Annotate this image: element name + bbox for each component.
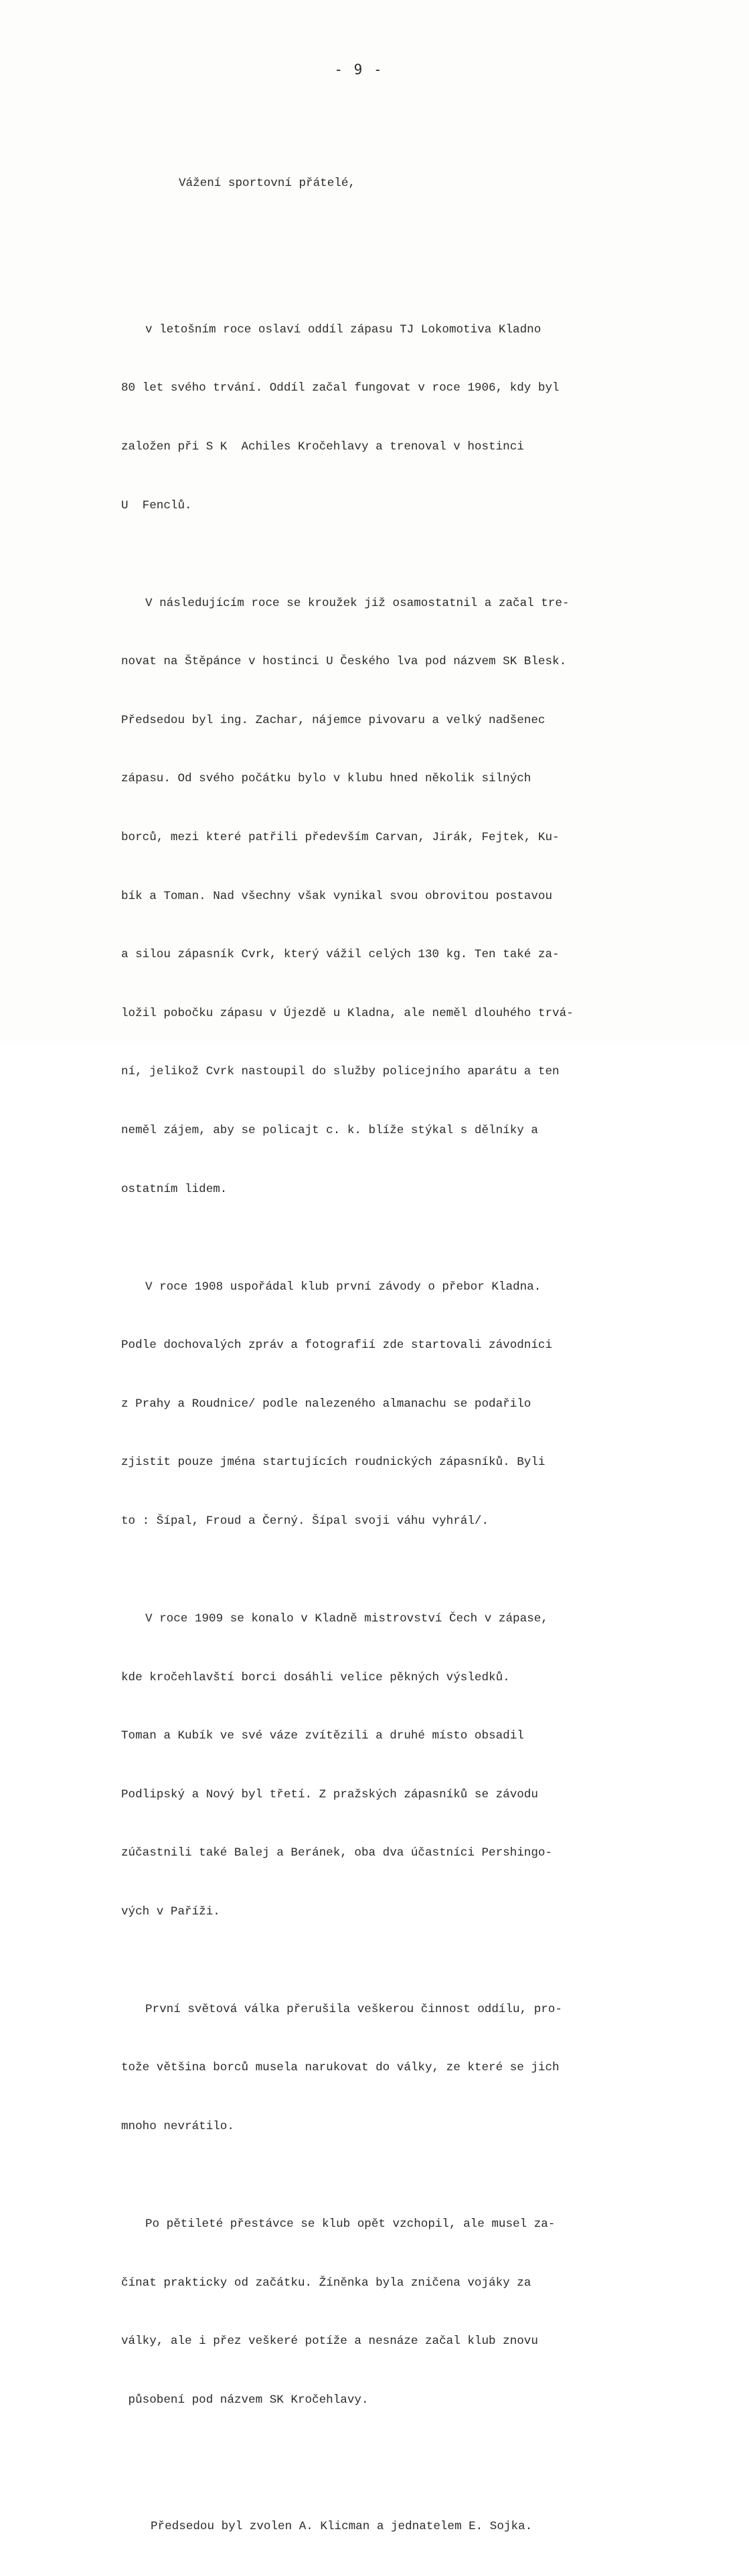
paragraph-line: V následujícím roce se kroužek již osamostatnil a začal tre-: [145, 596, 570, 610]
paragraph-line: zjistit pouze jména startujících roudnických zápasníků. Byli: [121, 1456, 546, 1470]
paragraph-line: založen při S K Achiles Kročehlavy a trenoval v hostinci: [121, 440, 524, 454]
typed-letter: [121, 135, 643, 2576]
paragraph-line: bík a Toman. Nad všechny však vynikal svou obrovitou postavou: [121, 889, 553, 903]
paragraph-line: působení pod názvem SK Kročehlavy.: [121, 2393, 369, 2407]
paragraph-line: Toman a Kubík ve své váze zvítězili a druhé místo obsadil: [121, 1729, 524, 1743]
closing-line: Předsedou byl zvolen A. Klicman a jednatelem E. Sojka.: [151, 2520, 533, 2534]
paragraph-line: neměl zájem, aby se policajt c. k. blíže stýkal s dělníky a: [121, 1123, 538, 1137]
page-number: - 9 -: [334, 62, 384, 78]
paragraph-line: zúčastnili také Balej a Beránek, oba dva účastníci Pershingo-: [121, 1846, 553, 1860]
paragraph-line: ložil pobočku zápasu v Újezdě u Kladna, ale neměl dlouhého trvá-: [121, 1006, 574, 1020]
paragraph-line: zápasu. Od svého počátku bylo v klubu hned několik silných: [121, 772, 531, 786]
paragraph-line: První světová válka přerušila veškerou činnost oddílu, pro-: [145, 2002, 562, 2016]
paragraph-line: borců, mezi které patřili především Carvan, Jirák, Fejtek, Ku-: [121, 830, 560, 844]
paragraph-line: V roce 1908 uspořádal klub první závody o přebor Kladna.: [145, 1280, 542, 1294]
paragraph-line: 80 let svého trvání. Oddíl začal fungovat v roce 1906, kdy byl: [121, 381, 560, 395]
paragraph-line: Po pětileté přestávce se klub opět vzchopil, ale musel za-: [145, 2217, 556, 2232]
paragraph-line: to : Šípal, Froud a Černý. Šípal svoji váhu vyhrál/.: [121, 1514, 489, 1528]
paragraph-line: tože většina borců musela narukovat do války, ze které se jich: [121, 2061, 560, 2075]
paragraph-line: ní, jelikož Cvrk nastoupil do služby policejního aparátu a ten: [121, 1065, 560, 1079]
salutation: Vážení sportovní přátelé,: [179, 177, 355, 191]
paragraph-line: války, ale i přez veškeré potíže a nesnáze začal klub znovu: [121, 2335, 538, 2349]
paragraph-line: kde kročehlavští borci dosáhli velice pěkných výsledků.: [121, 1670, 510, 1684]
paragraph-line: ostatním lidem.: [121, 1182, 228, 1196]
paragraph-line: novat na Štěpánce v hostinci U Českého lva pod názvem SK Blesk.: [121, 655, 567, 669]
paragraph-line: mnoho nevrátilo.: [121, 2120, 234, 2134]
paragraph-line: v letošním roce oslaví oddíl zápasu TJ Lokomotiva Kladno: [145, 322, 542, 336]
paragraph-line: V roce 1909 se konalo v Kladně mistrovství Čech v zápase,: [145, 1611, 548, 1625]
spacer: [121, 2469, 643, 2478]
paragraph-line: Předsedou byl ing. Zachar, nájemce pivovaru a velký nadšenec: [121, 713, 546, 727]
paragraph-line: z Prahy a Roudnice/ podle nalezeného almanachu se podařilo: [121, 1397, 531, 1411]
paragraph-line: Podlipský a Nový byl třetí. Z pražských zápasníků se závodu: [121, 1787, 538, 1801]
paragraph-line: a silou zápasník Cvrk, který vážil celých 130 kg. Ten také za-: [121, 948, 560, 962]
paragraph-line: Podle dochovalých zpráv a fotografií zde startovali závodníci: [121, 1339, 553, 1353]
paragraph-line: vých v Paříži.: [121, 1904, 220, 1918]
paragraph-line: čínat prakticky od začátku. Žíněnka byla zničena vojáky za: [121, 2276, 531, 2290]
spacer: [121, 233, 643, 242]
paragraph-line: U Fenclů.: [121, 498, 192, 512]
